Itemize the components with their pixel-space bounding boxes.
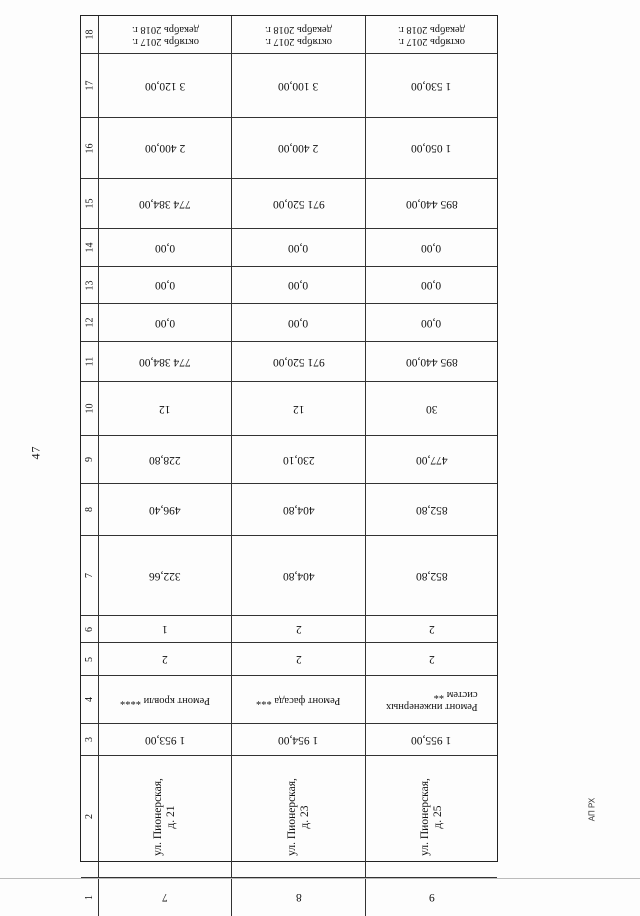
cell-row9-col10: 30 <box>366 382 497 436</box>
page-bottom-rule <box>0 878 640 879</box>
header-col-12: 12 <box>81 304 99 342</box>
cell-row9-col5: 2 <box>366 643 497 676</box>
cell-row8-col2: ул. Пионерская, д. 23 <box>232 756 366 878</box>
cell-row9-col17: 1 530,00 <box>366 54 497 118</box>
cell-row8-col11: 971 520,00 <box>232 342 366 382</box>
cell-row9-col7: 852,80 <box>366 536 497 616</box>
cell-row7-col3: 1 953,00 <box>99 724 232 756</box>
cell-row8-col16: 2 400,00 <box>232 118 366 179</box>
cell-row7-col10: 12 <box>99 382 232 436</box>
cell-row9-col9: 477,00 <box>366 436 497 484</box>
cell-row8-col1: 8 <box>232 878 366 916</box>
cell-row8-col15: 971 520,00 <box>232 179 366 229</box>
cell-row9-col14: 0,00 <box>366 229 497 267</box>
header-col-13: 13 <box>81 267 99 304</box>
header-col-18: 18 <box>81 16 99 54</box>
cell-row7-col16: 2 400,00 <box>99 118 232 179</box>
cell-row7-col18: октябрь 2017 г. декабрь 2018 г. <box>99 16 232 54</box>
cell-row9-col6: 2 <box>366 616 497 643</box>
cell-row7-col13: 0,00 <box>99 267 232 304</box>
cell-row8-col8: 404,80 <box>232 484 366 536</box>
cell-row8-col13: 0,00 <box>232 267 366 304</box>
cell-row8-col3: 1 954,00 <box>232 724 366 756</box>
cell-row7-col2: ул. Пионерская, д. 21 <box>99 756 232 878</box>
cell-row9-col8: 852,80 <box>366 484 497 536</box>
cell-row9-col18: октябрь 2017 г. декабрь 2018 г. <box>366 16 497 54</box>
page-number: 47 <box>28 445 43 460</box>
cell-row9-col2: ул. Пионерская, д. 25 <box>366 756 497 878</box>
header-col-10: 10 <box>81 382 99 436</box>
cell-row7-col7: 322,66 <box>99 536 232 616</box>
header-col-6: 6 <box>81 616 99 643</box>
header-col-4: 4 <box>81 676 99 724</box>
cell-row7-col4: Ремонт кровли **** <box>99 676 232 724</box>
cell-row7-col8: 496,40 <box>99 484 232 536</box>
cell-row7-col9: 228,80 <box>99 436 232 484</box>
cell-row7-col17: 3 120,00 <box>99 54 232 118</box>
cell-row7-col14: 0,00 <box>99 229 232 267</box>
header-col-7: 7 <box>81 536 99 616</box>
cell-row8-col18: октябрь 2017 г. декабрь 2018 г. <box>232 16 366 54</box>
header-col-15: 15 <box>81 179 99 229</box>
header-col-1: 1 <box>81 878 99 916</box>
header-col-16: 16 <box>81 118 99 179</box>
repair-program-table <box>80 15 498 903</box>
header-col-9: 9 <box>81 436 99 484</box>
cell-row8-col6: 2 <box>232 616 366 643</box>
cell-row8-col7: 404,80 <box>232 536 366 616</box>
header-col-3: 3 <box>81 724 99 756</box>
header-col-2: 2 <box>81 756 99 878</box>
cell-row7-col6: 1 <box>99 616 232 643</box>
cell-row9-col12: 0,00 <box>366 304 497 342</box>
cell-row8-col14: 0,00 <box>232 229 366 267</box>
cell-row9-col4: Ремонт инженерных систем ** <box>366 676 497 724</box>
header-col-17: 17 <box>81 54 99 118</box>
cell-row7-col1: 7 <box>99 878 232 916</box>
cell-row8-col9: 230,10 <box>232 436 366 484</box>
cell-row7-col5: 2 <box>99 643 232 676</box>
header-col-5: 5 <box>81 643 99 676</box>
cell-row7-col12: 0,00 <box>99 304 232 342</box>
cell-row9-col13: 0,00 <box>366 267 497 304</box>
header-col-8: 8 <box>81 484 99 536</box>
cell-row7-col15: 774 384,00 <box>99 179 232 229</box>
cell-row7-col11: 774 384,00 <box>99 342 232 382</box>
cell-row9-col1: 9 <box>428 891 435 903</box>
cell-row8-col4: Ремонт фасада *** <box>232 676 366 724</box>
cell-row9-col15: 895 440,00 <box>366 179 497 229</box>
cell-row8-col5: 2 <box>232 643 366 676</box>
footer-mark: АП РХ <box>587 797 597 822</box>
cell-row9-col11: 895 440,00 <box>366 342 497 382</box>
cell-row8-col12: 0,00 <box>232 304 366 342</box>
cell-row9-col3: 1 955,00 <box>366 724 497 756</box>
header-col-11: 11 <box>81 342 99 382</box>
cell-row9-col16: 1 050,00 <box>366 118 497 179</box>
header-col-14: 14 <box>81 229 99 267</box>
cell-row8-col17: 3 100,00 <box>232 54 366 118</box>
cell-row8-col10: 12 <box>232 382 366 436</box>
